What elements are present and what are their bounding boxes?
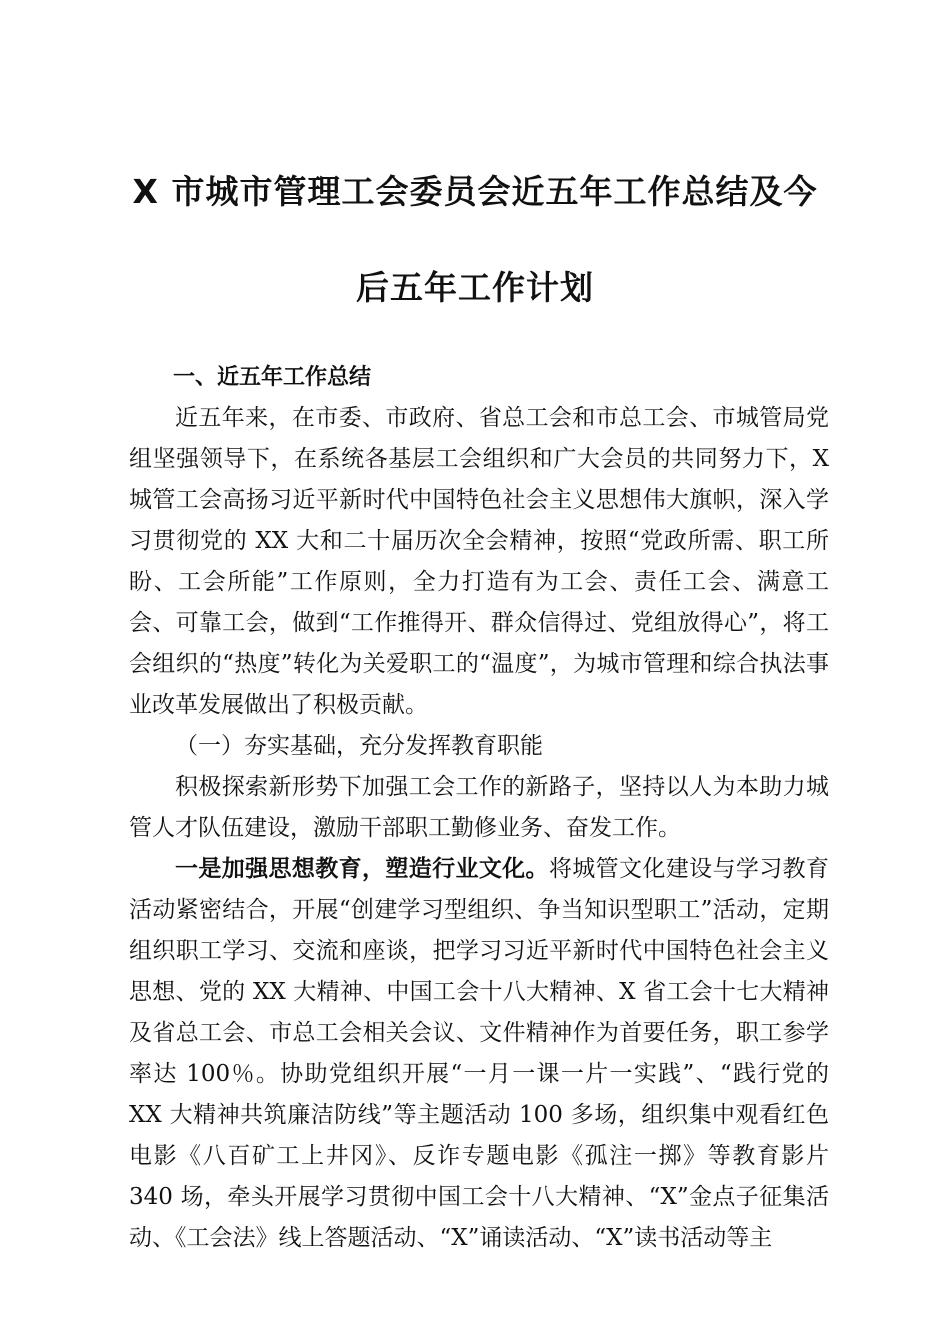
section-heading: 一、近五年工作总结 <box>173 365 372 390</box>
subsection-heading: （一）夯实基础，充分发挥教育职能 <box>175 733 543 759</box>
document-title-line-1: X 市城市管理工会委员会近五年工作总结及今 <box>132 172 818 211</box>
document-body <box>129 357 829 1259</box>
paragraph-thought-education <box>129 849 829 1259</box>
paragraph-intro: 近五年来，在市委、市政府、省总工会和市总工会、市城管局党组坚强领导下，在系统各基层工会组织和广大会员的共同努力下，X 城管工会高扬习近平新时代中国特色社会主义思想伟大旗帜，深入学习贯彻党的 XX 大和二十届历次全会精神，按照“党政所需、职工所盼、工会所能”工作原则，全力打造有为工会、责任工会、满意工会、可靠工会，做到“工作推得开、群众信得过、党组放得心”，将工会组织的“热度”转化为关爱职工的“温度”，为城市管理和综合执法事业改革发展做出了积极贡献。 <box>129 405 829 718</box>
paragraph-education: 积极探索新形势下加强工会工作的新路子，坚持以人为本助力城管人才队伍建设，激励干部职工勤修业务、奋发工作。 <box>129 774 829 841</box>
paragraph-lead: 一是加强思想教育，塑造行业文化。 <box>175 856 549 882</box>
document-title-line-2: 后五年工作计划 <box>356 268 594 307</box>
paragraph-text: 将城管文化建设与学习教育活动紧密结合，开展“创建学习型组织、争当知识型职工”活动，定期组织职工学习、交流和座谈，把学习习近平新时代中国特色社会主义思想、党的 XX 大精神、中国工会十八大精神、X 省工会十七大精神及省总工会、市总工会相关会议、文件精神作为首要任务，职工参学率达 100％。协助党组织开展“一月一课一片一实践”、“践行党的 XX 大精神共筑廉洁防线”等主题活动 100 多场，组织集中观看红色电影《八百矿工上井冈》、反诈专题电影《孤注一掷》等教育影片 340 场，牵头开展学习贯彻中国工会十八大精神、“X”金点子征集活动、《工会法》线上答题活动、“X”诵读活动、“X”读书活动等主 <box>129 856 830 1251</box>
